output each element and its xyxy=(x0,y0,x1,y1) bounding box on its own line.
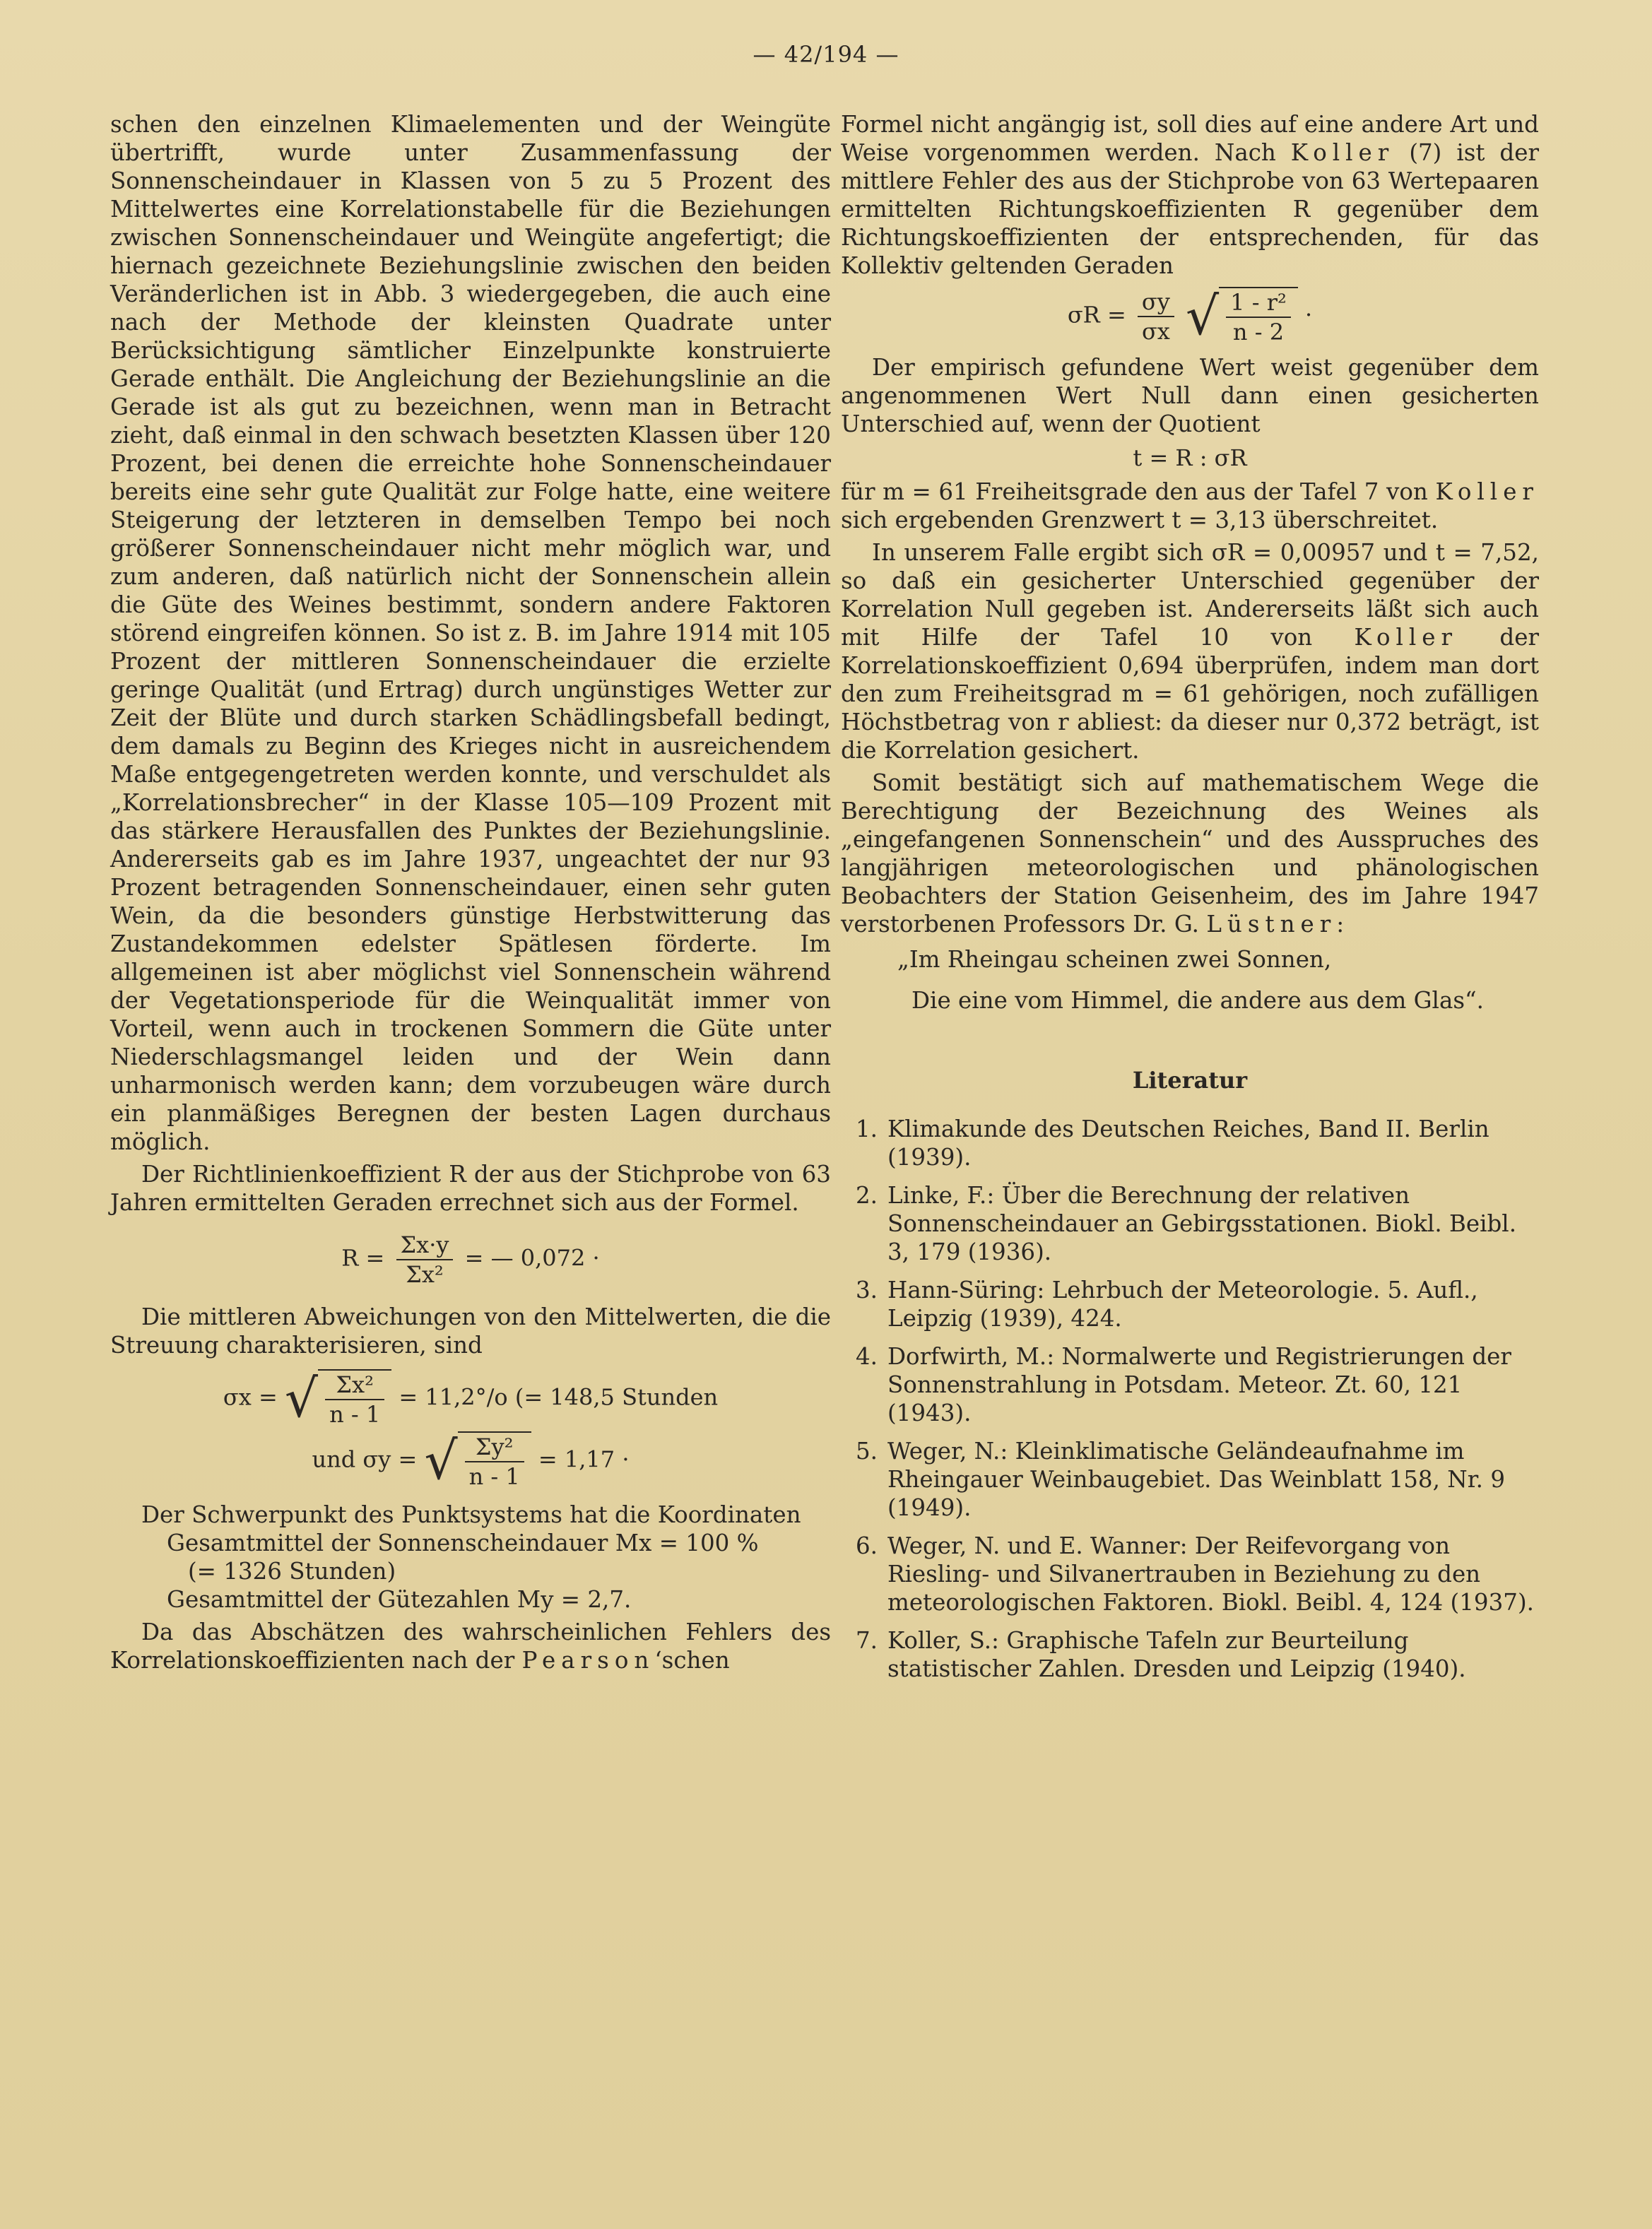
denominator: n - 2 xyxy=(1232,319,1285,345)
numerator: Σx·y xyxy=(396,1231,454,1260)
numerator: Σx² xyxy=(325,1371,384,1400)
denominator: n - 1 xyxy=(468,1463,520,1490)
formula-text: = 1,17 · xyxy=(538,1445,630,1473)
denominator: Σx² xyxy=(406,1261,444,1288)
paragraph xyxy=(841,769,1539,938)
list-item: Gesamtmittel der Sonnenscheindauer Mx = 100 % xyxy=(167,1530,759,1556)
fraction xyxy=(465,1433,524,1491)
text-run: der Korrelationskoeffizient 0,694 überprüfen, indem man dort den zum Freiheitsgrad m = 61 gehörigen, noch zufälligen Höchstbetrag von r abliest: da dieser nur 0,372 beträgt, ist die Korrelation gesichert. xyxy=(841,624,1539,764)
denominator: n - 1 xyxy=(329,1401,381,1428)
text-run: Da das Abschätzen des wahrscheinlichen Fehlers des Korrelationskoeffizienten nach der xyxy=(110,1619,831,1674)
paragraph xyxy=(841,478,1539,534)
bibliography-item xyxy=(841,1626,1539,1683)
paragraph: Der Schwerpunkt des Punktsystems hat die Koordinaten xyxy=(141,1501,801,1528)
text-run: sich ergebenden Grenzwert t = 3,13 überschreitet. xyxy=(841,507,1439,533)
paragraph xyxy=(841,538,1539,764)
paragraph xyxy=(841,110,1539,280)
bibliography-number: 6. xyxy=(855,1532,878,1559)
bibliography-item xyxy=(841,1181,1539,1266)
formula-text: σR = xyxy=(1067,301,1126,329)
paragraph: Der Richtlinienkoeffizient R der aus der Stichprobe von 63 Jahren ermittelten Geraden errechnet sich aus der Formel. xyxy=(110,1161,831,1216)
bibliography-text: Koller, S.: Graphische Tafeln zur Beurteilung statistischer Zahlen. Dresden und Leipzig (1940). xyxy=(887,1627,1466,1682)
formula-t: t = R : σR xyxy=(1133,444,1247,471)
fraction xyxy=(396,1231,454,1289)
numerator: Σy² xyxy=(465,1433,524,1462)
square-root xyxy=(424,1431,531,1491)
root-sign: √ xyxy=(284,1368,319,1429)
list-item: (= 1326 Stunden) xyxy=(188,1558,396,1585)
square-root xyxy=(1186,287,1298,346)
text-run: (7) ist der mittlere Fehler des aus der Stichprobe von 63 Wertepaaren ermittelten Richtungskoeffizienten R gegenüber dem Richtungskoeffizienten der entsprechenden, für das Kollektiv geltenden Geraden xyxy=(841,139,1539,279)
formula-text: · xyxy=(1304,301,1313,329)
formula-sigma-r xyxy=(841,287,1539,346)
paragraph: Der empirisch gefundene Wert weist gegenüber dem angenommenen Wert Null dann einen gesicherten Unterschied auf, wenn der Quotient xyxy=(841,354,1539,437)
author-name: Koller xyxy=(1290,139,1395,166)
author-name: Lüstner xyxy=(1206,911,1337,938)
root-sign: √ xyxy=(1186,286,1220,347)
text-run: : xyxy=(1336,911,1345,938)
author-name: Pearson xyxy=(521,1647,655,1674)
bibliography-title: Literatur xyxy=(1132,1067,1248,1094)
root-body xyxy=(458,1431,531,1491)
paragraph: Die mittleren Abweichungen von den Mittelwerten, die die Streuung charakterisieren, sind xyxy=(110,1303,831,1359)
bibliography-text: Weger, N. und E. Wanner: Der Reifevorgang von Riesling- und Silvanertrauben in Beziehung zu den meteorologischen Faktoren. Biokl. Beibl. 4, 124 (1937). xyxy=(887,1532,1534,1616)
formula-text: = 11,2°/o (= 148,5 Stunden xyxy=(399,1383,719,1411)
text-run: für m = 61 Freiheitsgrade den aus der Tafel 7 von xyxy=(841,478,1428,505)
quote-line: Die eine vom Himmel, die andere aus dem Glas“. xyxy=(911,987,1484,1014)
bibliography-item xyxy=(841,1276,1539,1332)
left-column xyxy=(110,110,831,1674)
square-root xyxy=(285,1369,391,1429)
text-run: In unserem Falle ergibt sich σR = 0,00957 und t = 7,52, so daß ein gesicherter Unterschied gegenüber der Korrelation Null gegeben ist. Andererseits läßt sich auch mit Hilfe der Tafel 10 von xyxy=(841,539,1539,651)
fraction xyxy=(325,1371,384,1429)
formula-text: R = xyxy=(341,1244,385,1272)
bibliography-text: Dorfwirth, M.: Normalwerte und Registrierungen der Sonnenstrahlung in Potsdam. Meteor. Zt. 60, 121 (1943). xyxy=(887,1343,1511,1426)
bibliography-list xyxy=(841,1115,1539,1683)
formula-text: und σy = xyxy=(312,1445,418,1473)
page-number: — 42/194 — xyxy=(753,41,899,68)
bibliography-number: 5. xyxy=(855,1438,878,1465)
text-run: ‘schen xyxy=(654,1647,730,1674)
bibliography-text: Klimakunde des Deutschen Reiches, Band II. Berlin (1939). xyxy=(887,1116,1489,1171)
bibliography-item xyxy=(841,1115,1539,1171)
bibliography-number: 7. xyxy=(855,1627,878,1654)
formula-text: = — 0,072 · xyxy=(464,1244,600,1272)
bibliography-item xyxy=(841,1342,1539,1427)
bibliography-number: 1. xyxy=(855,1116,878,1142)
fraction xyxy=(1226,288,1291,346)
bibliography-item xyxy=(841,1437,1539,1522)
paragraph: schen den einzelnen Klimaelementen und der Weingüte übertrifft, wurde unter Zusammenfassung der Sonnenscheindauer in Klassen von 5 zu 5 Prozent des Mittelwertes eine Korrelationstabelle für die Beziehungen zwischen Sonnenscheindauer und Weingüte angefertigt; die hiernach gezeichnete Beziehungslinie zwischen den beiden Veränderlichen ist in Abb. 3 wiedergegeben, die auch eine nach der Methode der kleinsten Quadrate unter Berücksichtigung sämtlicher Einzelpunkte konstruierte Gerade enthält. Die Angleichung der Beziehungslinie an die Gerade ist als gut zu bezeichnen, wenn man in Betracht zieht, daß einmal in den schwach besetzten Klassen über 120 Prozent, bei denen die erreichte hohe Sonnenscheindauer bereits eine sehr gute Qualität zur Folge hatte, eine weitere Steigerung der letzteren in demselben Tempo bei noch größerer Sonnenscheindauer nicht mehr möglich war, und zum anderen, daß natürlich nicht der Sonnenschein allein die Güte des Weines bestimmt, sondern andere Faktoren störend eingreifen können. So ist z. B. im Jahre 1914 mit 105 Prozent der mittleren Sonnenscheindauer die erzielte geringe Qualität (und Ertrag) durch ungünstiges Wetter zur Zeit der Blüte und durch starken Schädlingsbefall bedingt, dem damals zu Beginn des Krieges nicht in ausreichendem Maße entgegengetreten werden konnte, und verschuldet als „Korrelationsbrecher“ in der Klasse 105—109 Prozent mit das stärkere Herausfallen des Punktes der Beziehungslinie. Andererseits gab es im Jahre 1937, ungeachtet der nur 93 Prozent betragenden Sonnenscheindauer, einen sehr guten Wein, da die besonders günstige Herbstwitterung das Zustandekommen edelster Spätlesen förderte. Im allgemeinen ist aber möglichst viel Sonnenschein während der Vegetationsperiode für die Weinqualität immer von Vorteil, wenn auch in trockenen Sommern die Güte unter Niederschlagsmangel leiden und der Wein dann unharmonisch werden kann; dem vorzubeugen wäre durch ein planmäßiges Beregnen der besten Lagen durchaus möglich. xyxy=(110,111,831,1155)
paragraph xyxy=(110,1618,831,1674)
formula-sigma-x xyxy=(110,1369,831,1429)
root-body xyxy=(1219,287,1298,346)
bibliography-text: Linke, F.: Über die Berechnung der relativen Sonnenscheindauer an Gebirgsstationen. Biokl. Beibl. 3, 179 (1936). xyxy=(887,1182,1517,1265)
list-item: Gesamtmittel der Gütezahlen My = 2,7. xyxy=(167,1586,632,1613)
text-run: Somit bestätigt sich auf mathematischem Wege die Berechtigung der Bezeichnung des Weines als „eingefangenen Sonnenschein“ und des Ausspruches des langjährigen meteorologischen und phänologischen Beobachters der Station Geisenheim, des im Jahre 1947 verstorbenen Professors Dr. G. xyxy=(841,769,1539,938)
quote xyxy=(841,945,1539,1015)
bibliography-number: 4. xyxy=(855,1343,878,1370)
formula-sigma-y xyxy=(110,1431,831,1491)
fraction xyxy=(1138,288,1174,345)
numerator: 1 - r² xyxy=(1226,288,1291,318)
right-column xyxy=(841,110,1539,1693)
quote-line: „Im Rheingau scheinen zwei Sonnen, xyxy=(897,946,1332,973)
bibliography-number: 2. xyxy=(855,1182,878,1209)
author-name: Koller xyxy=(1354,624,1458,651)
text-run: Formel nicht angängig ist, soll dies auf eine andere Art und Weise vorgenommen werden. Nach xyxy=(841,111,1539,166)
root-body xyxy=(318,1369,391,1429)
root-sign: √ xyxy=(424,1431,458,1491)
denominator: σx xyxy=(1141,318,1170,345)
numerator: σy xyxy=(1138,288,1174,317)
bibliography-text: Hann-Süring: Lehrbuch der Meteorologie. 5. Aufl., Leipzig (1939), 424. xyxy=(887,1277,1478,1332)
bibliography-item xyxy=(841,1532,1539,1616)
formula-r xyxy=(110,1231,831,1289)
coordinate-list xyxy=(110,1529,831,1614)
bibliography-text: Weger, N.: Kleinklimatische Geländeaufnahme im Rheingauer Weinbaugebiet. Das Weinblatt 158, Nr. 9 (1949). xyxy=(887,1438,1506,1521)
bibliography-number: 3. xyxy=(855,1277,878,1303)
author-name: Koller xyxy=(1435,478,1539,505)
formula-text: σx = xyxy=(223,1383,278,1411)
